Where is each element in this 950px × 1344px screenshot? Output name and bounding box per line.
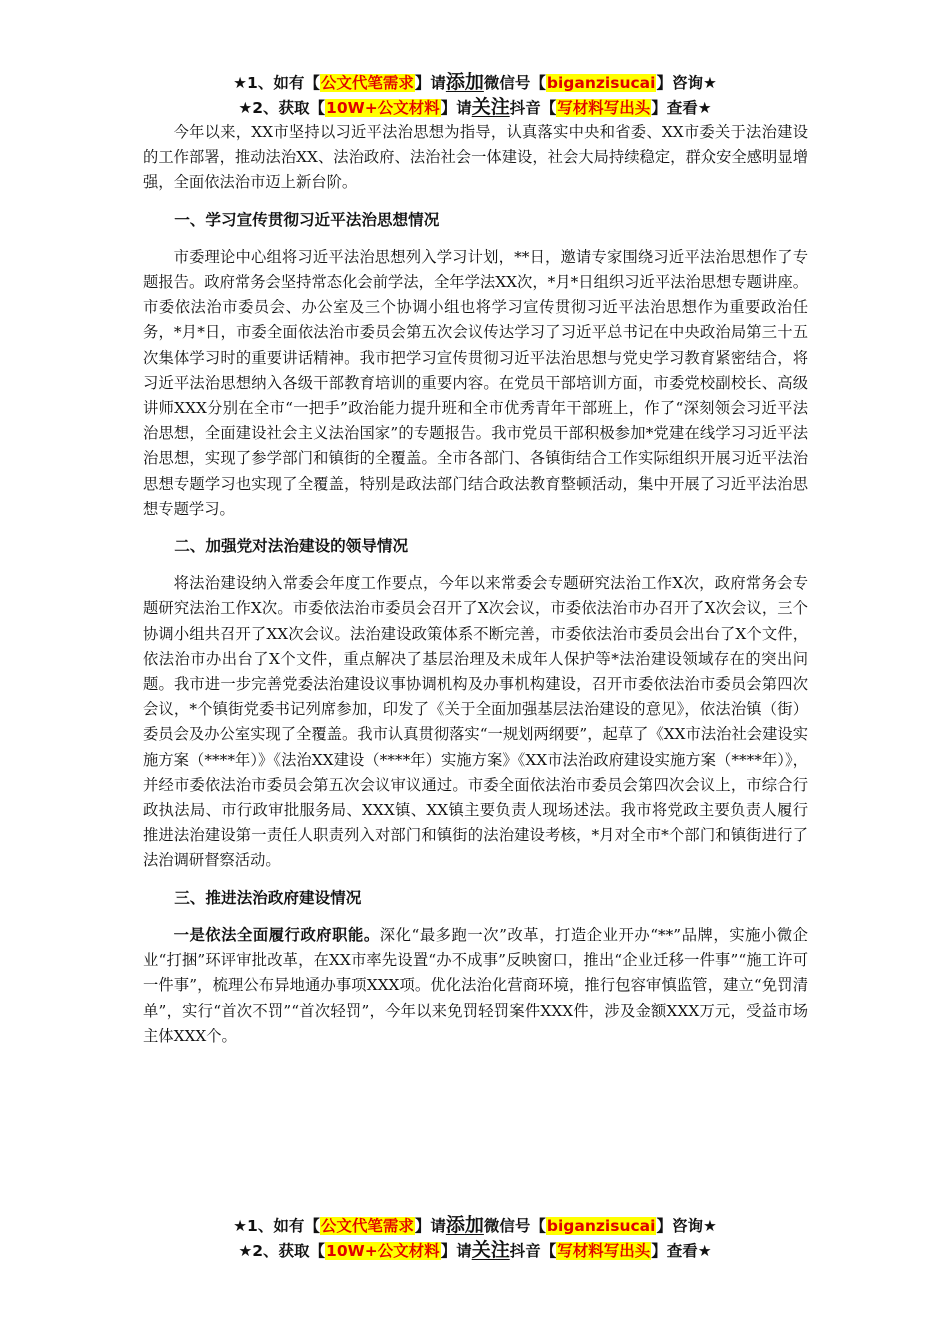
promo-text: 】查看★ (651, 1242, 712, 1260)
promo-text: 微信号【 (483, 74, 546, 92)
intro-paragraph: 今年以来，XX市坚持以习近平法治思想为指导，认真落实中央和省委、XX市委关于法治建设的工作部署，推动法治XX、法治政府、法治社会一体建设，社会大局持续稳定，群众安全感明显增强，全面依法治市迈上新台阶。 (143, 123, 808, 192)
promo-line-2 (0, 95, 950, 120)
promo-emphasis: 添加 (445, 71, 484, 93)
promo-text: ★2、获取【 (238, 1242, 326, 1260)
promo-emphasis: 关注 (471, 1239, 510, 1261)
promo-text: 抖音【 (509, 99, 557, 117)
promo-text: ★1、如有【 (233, 1217, 320, 1235)
section-heading-3: 三、推进法治政府建设情况 (174, 888, 362, 907)
promo-banner-bottom (0, 1213, 950, 1263)
lead-phrase: 一是依法全面履行政府职能。 (173, 925, 380, 944)
promo-text: 】请 (414, 74, 446, 92)
promo-highlight: biganzisucai (546, 74, 656, 92)
promo-text: 】查看★ (651, 99, 712, 117)
document-body (143, 120, 808, 1049)
promo-text: 抖音【 (509, 1242, 557, 1260)
promo-highlight: 10W+公文材料 (326, 1242, 440, 1260)
promo-text: 】咨询★ (656, 1217, 717, 1235)
promo-text: ★2、获取【 (238, 99, 326, 117)
promo-highlight: 公文代笔需求 (320, 74, 414, 92)
promo-line-1 (0, 1213, 950, 1238)
promo-text: 微信号【 (483, 1217, 546, 1235)
promo-emphasis: 添加 (445, 1214, 484, 1236)
promo-text: ★1、如有【 (233, 74, 320, 92)
promo-banner-top (0, 70, 950, 120)
promo-emphasis: 关注 (471, 96, 510, 118)
promo-line-1 (0, 70, 950, 95)
promo-text: 】请 (414, 1217, 446, 1235)
section-heading-2: 二、加强党对法治建设的领导情况 (174, 537, 409, 556)
promo-highlight: 公文代笔需求 (320, 1217, 414, 1235)
promo-text: 】咨询★ (656, 74, 717, 92)
promo-highlight: 10W+公文材料 (326, 99, 440, 117)
promo-text: 】请 (440, 1242, 472, 1260)
promo-line-2 (0, 1238, 950, 1263)
section-heading-1: 一、学习宣传贯彻习近平法治思想情况 (174, 210, 440, 229)
section-paragraph-1: 市委理论中心组将习近平法治思想列入学习计划，**日，邀请专家围绕习近平法治思想作了专题报告。政府常务会坚持常态化会前学法，全年学法XX次，*月*日组织习近平法治思想专题讲座。市委依法治市委员会、办公室及三个协调小组也将学习宣传贯彻习近平法治思想作为重要政治任务，*月*日，市委全面依法治市委员会第五次会议传达学习了习近平总书记在中央政治局第三十五次集体学习时的重要讲话精神。我市把学习宣传贯彻习近平法治思想与党史学习教育紧密结合，将习近平法治思想纳入各级干部教育培训的重要内容。在党员干部培训方面，市委党校副校长、高级讲师XXX分别在全市“一把手”政治能力提升班和全市优秀青年干部班上，作了“深刻领会习近平法治思想，全面建设社会主义法治国家”的专题报告。我市党员干部积极参加*党建在线学习习近平法治思想，实现了参学部门和镇街的全覆盖。全市各部门、各镇街结合工作实际组织开展习近平法治思想专题学习也实现了全覆盖，特别是政法部门结合政法教育整顿活动，集中开展了习近平法治思想专题学习。 (143, 247, 808, 518)
promo-highlight: 写材料写出头 (557, 1242, 651, 1260)
promo-highlight: biganzisucai (546, 1217, 656, 1235)
section-paragraph-3 (143, 923, 808, 1049)
section-body-text: 深化“最多跑一次”改革，打造企业开办“**”品牌，实施小微企业“打捆”环评审批改革，在XX市率先设置“办不成事”反映窗口，推出“企业迁移一件事”“施工许可一件事”，梳理公布异地通办事项XXX项。优化法治化营商环境，推行包容审慎监管，建立“免罚清单”，实行“首次不罚”“首次轻罚”，今年以来免罚轻罚案件XXX件，涉及金额XXX万元，受益市场主体XXX个。 (143, 925, 808, 1045)
section-paragraph-2: 将法治建设纳入常委会年度工作要点，今年以来常委会专题研究法治工作X次，政府常务会专题研究法治工作X次。市委依法治市委员会召开了X次会议，市委依法治市办召开了X次会议，三个协调小组共召开了XX次会议。法治建设政策体系不断完善，市委依法治市委员会出台了X个文件，依法治市办出台了X个文件，重点解决了基层治理及未成年人保护等*法治建设领域存在的突出问题。我市进一步完善党委法治建设议事协调机构及办事机构建设，召开市委依法治市委员会第四次会议，*个镇街党委书记列席参加，印发了《关于全面加强基层法治建设的意见》，依法治镇（街）委员会及办公室实现了全覆盖。我市认真贯彻落实“一规划两纲要”，起草了《XX市法治社会建设实施方案（****年）》《法治XX建设（****年）实施方案》《XX市法治政府建设实施方案（****年）》，并经市委依法治市委员会第五次会议审议通过。市委全面依法治市委员会第四次会议上，市综合行政执法局、市行政审批服务局、XXX镇、XX镇主要负责人现场述法。我市将党政主要负责人履行推进法治建设第一责任人职责列入对部门和镇街的法治建设考核，*月对全市*个部门和镇街进行了法治调研督察活动。 (143, 574, 808, 870)
promo-text: 】请 (440, 99, 472, 117)
promo-highlight: 写材料写出头 (557, 99, 651, 117)
